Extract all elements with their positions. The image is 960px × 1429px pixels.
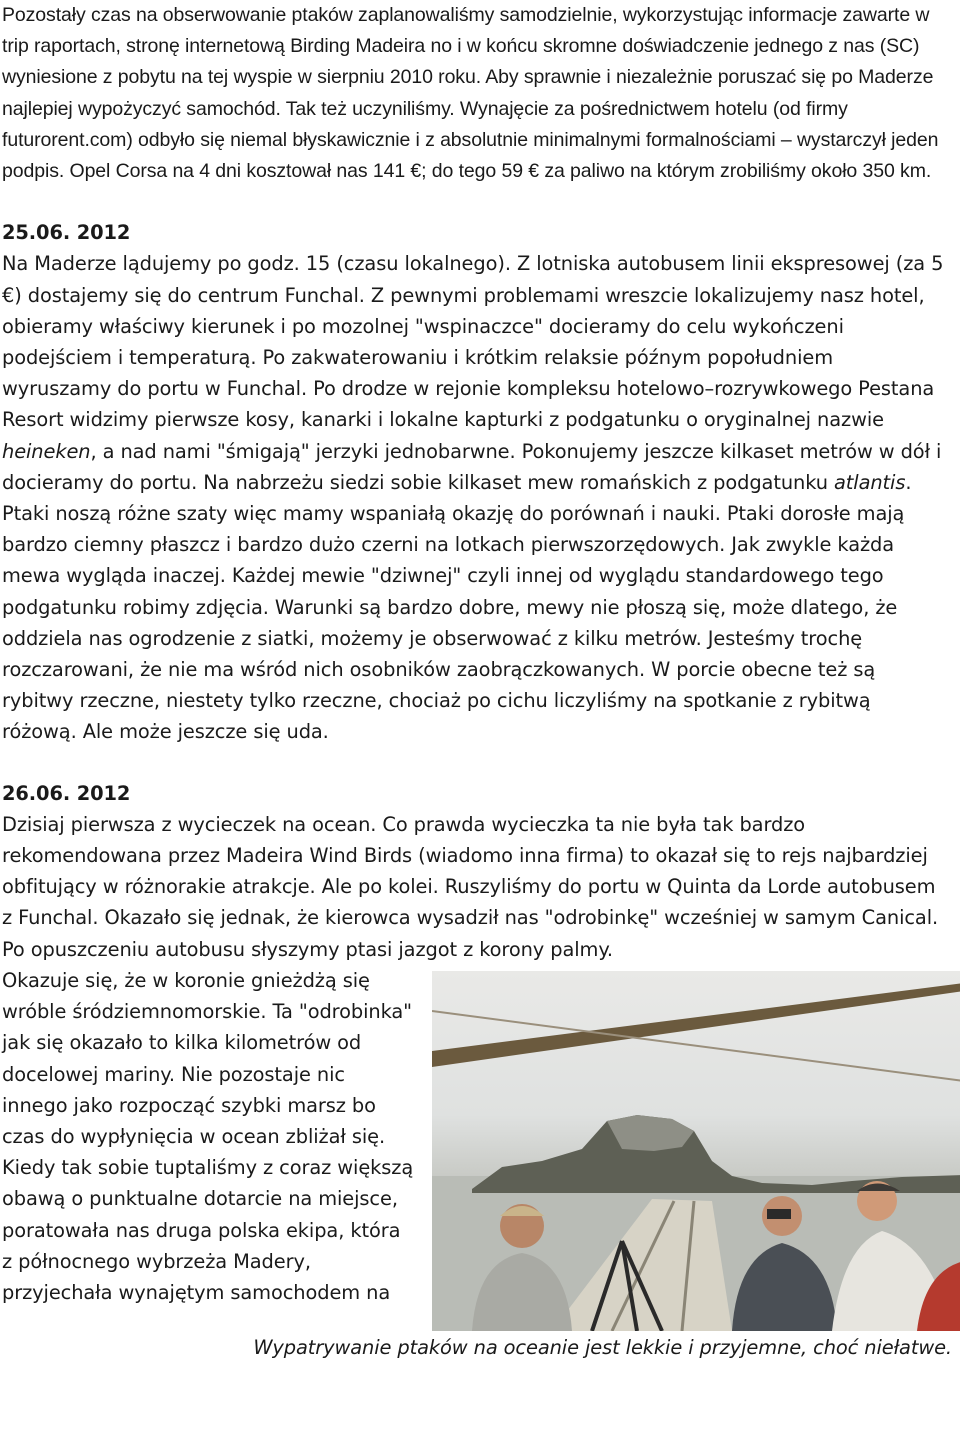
subspecies-atlantis: atlantis bbox=[834, 470, 906, 494]
day1-text-b: , a nad nami "śmigają" jerzyki jednobarwne. Pokonujemy jeszcze kilkaset metrów w dół i docieramy do portu. Na nabrzeżu siedzi sobie kilkaset mew romańskich z podgatunku bbox=[2, 439, 942, 494]
island-cliff bbox=[472, 1115, 960, 1193]
day2-paragraph-b: Okazuje się, że w koronie gnieżdżą się wróble śródziemnomorskie. Ta "odrobinka" jak się okazało to kilka kilometrów od docelowej mariny. Nie pozostaje nic innego jako rozpocząć szybki marsz bo czas do wypłynięcia w ocean zbliżał się. Kiedy tak sobie tuptaliśmy z coraz większą obawą o punktualne dotarcie na miejsce, poratowała nas druga polska ekipa, która z północnego wybrzeża Madery, przyjechała wynajętym samochodem na bbox=[2, 968, 414, 1304]
day2-date-heading: 26.06. 2012 bbox=[2, 781, 131, 805]
photo-illustration bbox=[432, 971, 960, 1331]
paragraph-gap bbox=[2, 748, 946, 778]
paragraph-gap bbox=[2, 187, 946, 217]
subspecies-heineken: heineken bbox=[2, 439, 91, 463]
day1-text-a: Na Maderze lądujemy po godz. 15 (czasu lokalnego). Z lotniska autobusem linii ekspresowej (za 5 €) dostajemy się do centrum Funchal. Z pewnymi problemami wreszcie lokalizujemy nasz hotel, obieramy właściwy kierunek i po mozolnej "wspinaczce" docieramy do celu wykończeni podejściem i temperaturą. Po zakwaterowaniu i krótkim relaksie późnym popołudniem wyruszamy do portu w Funchal. Po drodze w rejonie kompleksu hotelowo–rozrywkowego Pestana Resort widzimy pierwsze kosy, kanarki i lokalne kapturki z podgatunku o oryginalnej nazwie bbox=[2, 252, 944, 432]
document-page bbox=[2, 0, 952, 1363]
day2-paragraph-a: Dzisiaj pierwsza z wycieczek na ocean. Co prawda wycieczka ta nie była tak bardzo rekomendowana przez Madeira Wind Birds (wiadomo inna firma) to okazał się to rejs najbardziej obfitujący w różnorakie atrakcje. Ale po kolei. Ruszyliśmy do portu w Quinta da Lorde autobusem z Funchal. Okazało się jednak, że kierowca wysadził nas "odrobinkę" wcześniej w samym Canical. Po opuszczeniu autobusu słyszymy ptasi jazgot z korony palmy. bbox=[2, 812, 939, 961]
day1-paragraph bbox=[2, 248, 946, 747]
photo-caption: Wypatrywanie ptaków na oceanie jest lekkie i przyjemne, choć niełatwe. bbox=[253, 1335, 952, 1359]
intro-paragraph: Pozostały czas na obserwowanie ptaków zaplanowaliśmy samodzielnie, wykorzystując informacje zawarte w trip raportach, stronę internetową Birding Madeira no i w końcu skromne doświadczenie jednego z nas (SC) wyniesione z pobytu na tej wyspie w sierpniu 2010 roku. Aby sprawnie i niezależnie poruszać się po Maderze najlepiej wypożyczyć samochód. Tak też uczyniliśmy. Wynajęcie za pośrednictwem hotelu (od firmy futurorent.com) odbyło się niemal błyskawicznie i z absolutnie minimalnymi formalnościami – wystarczył jeden podpis. Opel Corsa na 4 dni kosztował nas 141 €; do tego 59 € za paliwo na którym zrobiliśmy około 350 km. bbox=[2, 4, 939, 183]
day1-text-c: . Ptaki noszą różne szaty więc mamy wspaniałą okazję do porównań i nauki. Ptaki dorosłe mają bardzo ciemny płaszcz i bardzo dużo czerni na lotkach pierwszorzędowych. Jak zwykle każda mewa wygląda inaczej. Każdej mewie "dziwnej" czyli innej od wyglądu standardowego tego podgatunku robimy zdjęcia. Warunki są bardzo dobre, mewy nie płoszą się, może dlatego, że oddziela nas ogrodzenie z siatki, możemy je obserwować z kilku metrów. Jesteśmy trochę rozczarowani, że nie ma wśród nich osobników zaobrączkowanych. W porcie obecne też są rybitwy rzeczne, niestety tylko rzeczne, chociaż po cichu liczyliśmy na spotkanie z rybitwą różową. Ale może jeszcze się uda. bbox=[2, 470, 912, 744]
day1-date-heading: 25.06. 2012 bbox=[2, 221, 131, 245]
bowsprit-pole bbox=[432, 983, 960, 1067]
boat-trip-photo bbox=[432, 971, 960, 1331]
